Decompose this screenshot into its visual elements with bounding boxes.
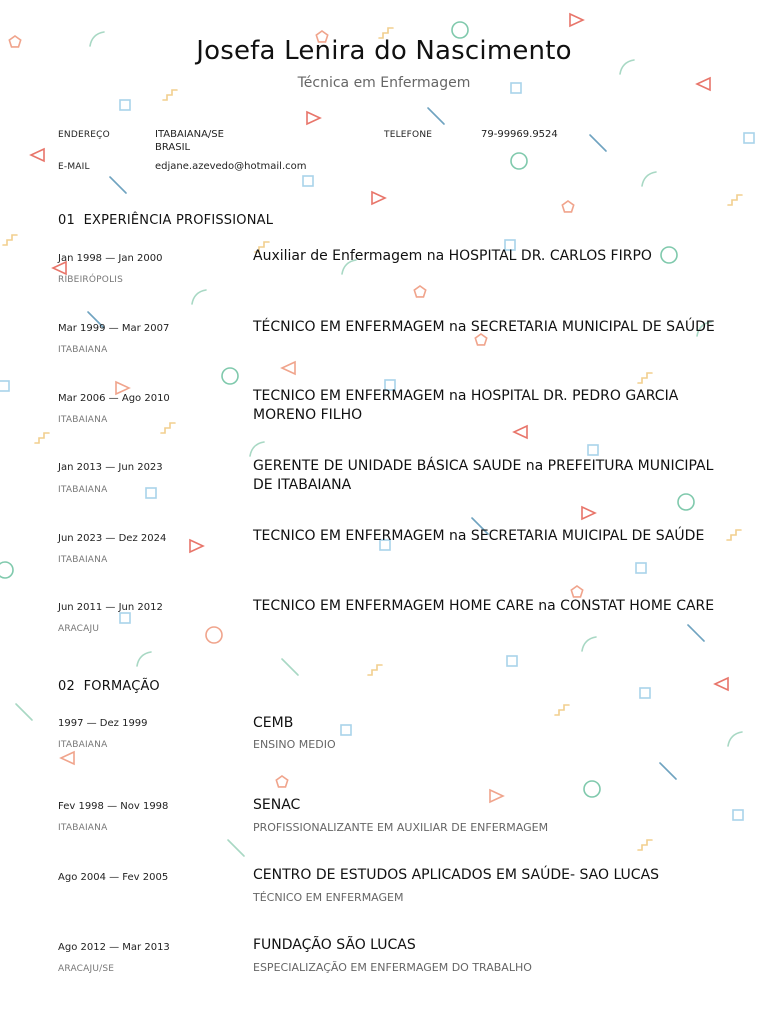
experience-date: Mar 1999 — Mar 2007	[58, 323, 170, 334]
address-line1: ITABAIANA/SE	[155, 129, 224, 140]
section-label: FORMAÇÃO	[83, 679, 160, 694]
education-school: CENTRO DE ESTUDOS APLICADOS EM SAÚDE- SAO LUCAS	[253, 867, 660, 883]
candidate-name: Josefa Lenira do Nascimento	[196, 36, 572, 66]
phone-value: 79-99969.9524	[481, 129, 558, 140]
experience-role: TÉCNICO EM ENFERMAGEM na SECRETARIA MUNICIPAL DE SAÚDE	[253, 319, 715, 335]
email-value: edjane.azevedo@hotmail.com	[155, 161, 307, 172]
section-number: 01	[58, 213, 75, 228]
education-school: CEMB	[253, 715, 294, 731]
address-line2: BRASIL	[155, 142, 191, 153]
experience-date: Jun 2011 — Jun 2012	[58, 602, 163, 613]
education-section-title	[58, 679, 160, 694]
education-course: ESPECIALIZAÇÃO EM ENFERMAGEM DO TRABALHO	[253, 961, 532, 974]
email-label: E-MAIL	[58, 162, 90, 172]
education-course: ENSINO MEDIO	[253, 738, 336, 751]
section-label: EXPERIÊNCIA PROFISSIONAL	[83, 213, 274, 228]
experience-place: ITABAIANA	[58, 415, 108, 425]
experience-date: Jan 1998 — Jan 2000	[58, 253, 163, 264]
education-date: Fev 1998 — Nov 1998	[58, 801, 169, 812]
experience-section-title	[58, 213, 273, 228]
experience-place: ITABAIANA	[58, 485, 108, 495]
experience-role: TECNICO EM ENFERMAGEM HOME CARE na CONSTAT HOME CARE	[253, 598, 715, 614]
experience-role: TECNICO EM ENFERMAGEM na SECRETARIA MUICIPAL DE SAÚDE	[253, 528, 705, 544]
education-place: ARACAJU/SE	[58, 964, 115, 974]
education-school: SENAC	[253, 797, 301, 813]
section-number: 02	[58, 679, 75, 694]
experience-place: ARACAJU	[58, 624, 100, 634]
phone-label: TELEFONE	[384, 130, 433, 140]
experience-date: Jun 2023 — Dez 2024	[58, 533, 167, 544]
education-date: Ago 2004 — Fev 2005	[58, 872, 169, 883]
experience-role: TECNICO EM ENFERMAGEM na HOSPITAL DR. PEDRO GARCIA MORENO FILHO	[253, 388, 679, 423]
job-title: Técnica em Enfermagem	[297, 75, 471, 91]
experience-place: ITABAIANA	[58, 555, 108, 565]
education-date: 1997 — Dez 1999	[58, 718, 148, 729]
education-place: ITABAIANA	[58, 823, 108, 833]
education-place: ITABAIANA	[58, 740, 108, 750]
experience-role: Auxiliar de Enfermagem na HOSPITAL DR. CARLOS FIRPO	[253, 248, 652, 264]
address-label: ENDEREÇO	[58, 130, 110, 140]
experience-date: Jan 2013 — Jun 2023	[58, 462, 163, 473]
education-date: Ago 2012 — Mar 2013	[58, 942, 170, 953]
education-course: PROFISSIONALIZANTE EM AUXILIAR DE ENFERMAGEM	[253, 821, 549, 834]
education-school: FUNDAÇÃO SÃO LUCAS	[253, 937, 416, 953]
education-course: TÉCNICO EM ENFERMAGEM	[253, 891, 404, 904]
experience-place: RIBEIRÓPOLIS	[58, 275, 124, 285]
experience-place: ITABAIANA	[58, 345, 108, 355]
experience-role: GERENTE DE UNIDADE BÁSICA SAUDE na PREFEITURA MUNICIPAL DE ITABAIANA	[253, 458, 714, 493]
experience-date: Mar 2006 — Ago 2010	[58, 393, 170, 404]
